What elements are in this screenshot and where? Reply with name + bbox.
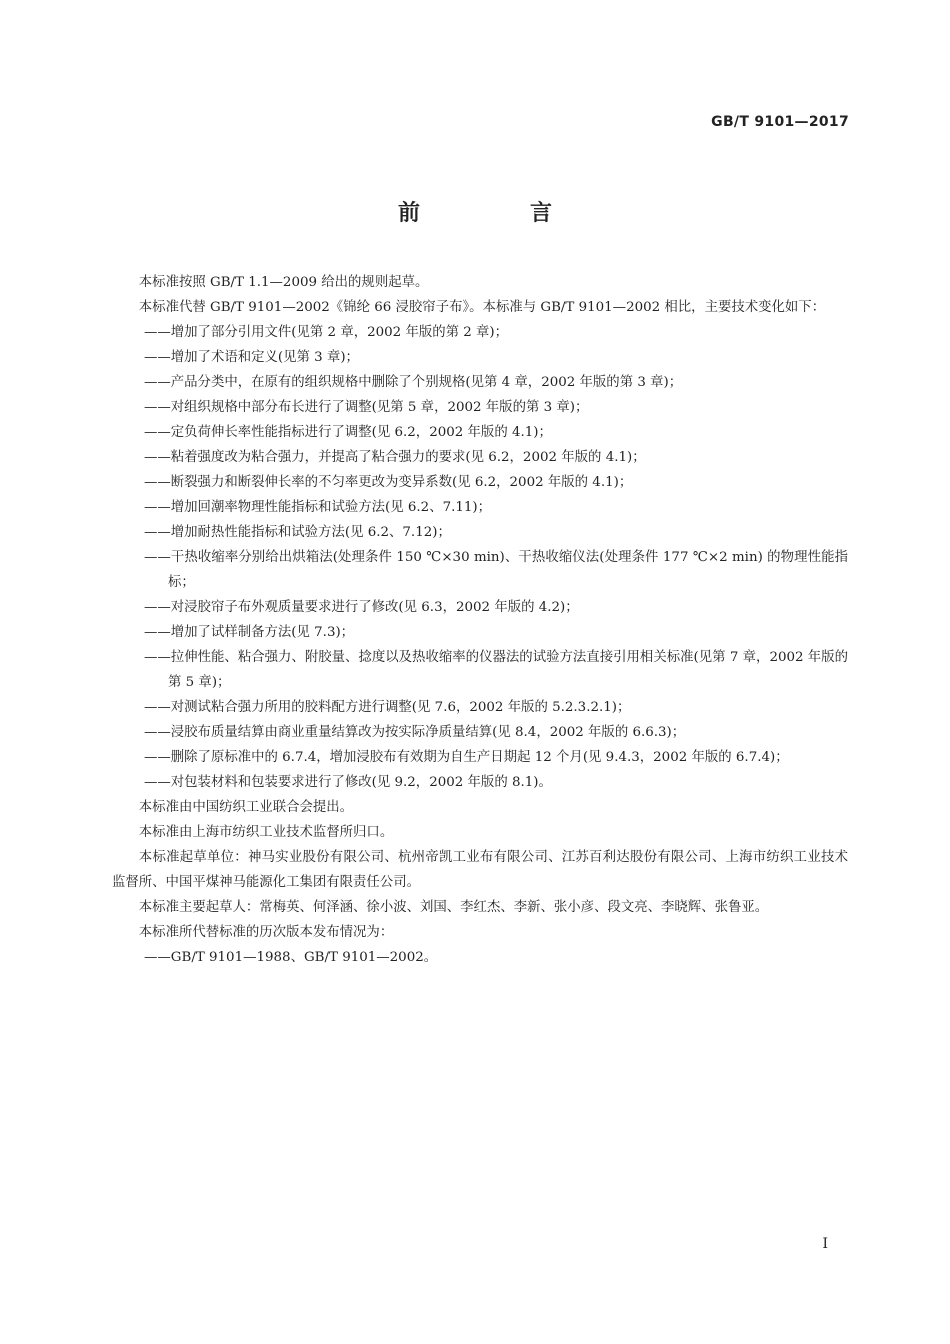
- page-number: I: [822, 1236, 828, 1252]
- list-item: ——对测试粘合强力所用的胶料配方进行调整(见 7.6，2002 年版的 5.2.3.2.1)；: [144, 700, 631, 715]
- paragraph-proposer: 本标准由中国纺织工业联合会提出。: [138, 800, 354, 815]
- list-item: ——浸胶布质量结算由商业重量结算改为按实际净质量结算(见 8.4，2002 年版的 6.6.3)；: [144, 725, 686, 740]
- paragraph-replacement: 本标准代替 GB/T 9101—2002《锦纶 66 浸胶帘子布》。本标准与 GB/T 9101—2002 相比，主要技术变化如下：: [138, 300, 826, 315]
- list-item: ——干热收缩率分别给出烘箱法(处理条件 150 ℃×30 min)、干热收缩仪法(处理条件 177 ℃×2 min) 的物理性能指标；: [144, 550, 848, 590]
- paragraph-drafting-units: 本标准起草单位：神马实业股份有限公司、杭州帝凯工业布有限公司、江苏百利达股份有限公司、上海市纺织工业技术监督所、中国平煤神马能源化工集团有限责任公司。: [112, 850, 848, 890]
- list-item: ——断裂强力和断裂伸长率的不匀率更改为变异系数(见 6.2，2002 年版的 4.1)；: [144, 475, 633, 490]
- list-item: ——对包装材料和包装要求进行了修改(见 9.2，2002 年版的 8.1)。: [144, 775, 552, 790]
- paragraph-administrator: 本标准由上海市纺织工业技术监督所归口。: [138, 825, 394, 840]
- list-item: ——定负荷伸长率性能指标进行了调整(见 6.2，2002 年版的 4.1)；: [144, 425, 552, 440]
- list-item: ——增加了试样制备方法(见 7.3)；: [144, 625, 355, 640]
- list-item: ——增加了部分引用文件(见第 2 章，2002 年版的第 2 章)；: [144, 325, 509, 340]
- paragraph-drafting-rule: 本标准按照 GB/T 1.1—2009 给出的规则起草。: [138, 275, 429, 290]
- page-title: 前 言: [397, 201, 596, 226]
- list-item: ——增加耐热性能指标和试验方法(见 6.2、7.12)；: [144, 525, 451, 540]
- list-item: ——粘着强度改为粘合强力，并提高了粘合强力的要求(见 6.2，2002 年版的 4.1)；: [144, 450, 646, 465]
- list-item: ——增加回潮率物理性能指标和试验方法(见 6.2、7.11)；: [144, 500, 492, 515]
- list-item: ——对浸胶帘子布外观质量要求进行了修改(见 6.3，2002 年版的 4.2)；: [144, 600, 579, 615]
- standard-code: GB/T 9101—2017: [711, 114, 849, 130]
- list-item: ——产品分类中，在原有的组织规格中删除了个别规格(见第 4 章，2002 年版的第 3 章)；: [144, 375, 683, 390]
- paragraph-history-intro: 本标准所代替标准的历次版本发布情况为：: [138, 925, 394, 940]
- paragraph-drafters: 本标准主要起草人：常梅英、何泽涵、徐小波、刘国、李红杰、李新、张小彦、段文亮、李晓辉、张鲁亚。: [138, 900, 769, 915]
- list-item: ——增加了术语和定义(见第 3 章)；: [144, 350, 359, 365]
- list-item: ——删除了原标准中的 6.7.4，增加浸胶布有效期为自生产日期起 12 个月(见 9.4.3，2002 年版的 6.7.4)；: [144, 750, 789, 765]
- list-item: ——拉伸性能、粘合强力、附胶量、捻度以及热收缩率的仪器法的试验方法直接引用相关标准(见第 7 章，2002 年版的第 5 章)；: [144, 650, 848, 690]
- foreword-body: [112, 270, 848, 970]
- history-item: ——GB/T 9101—1988、GB/T 9101—2002。: [144, 950, 438, 965]
- list-item: ——对组织规格中部分布长进行了调整(见第 5 章，2002 年版的第 3 章)；: [144, 400, 589, 415]
